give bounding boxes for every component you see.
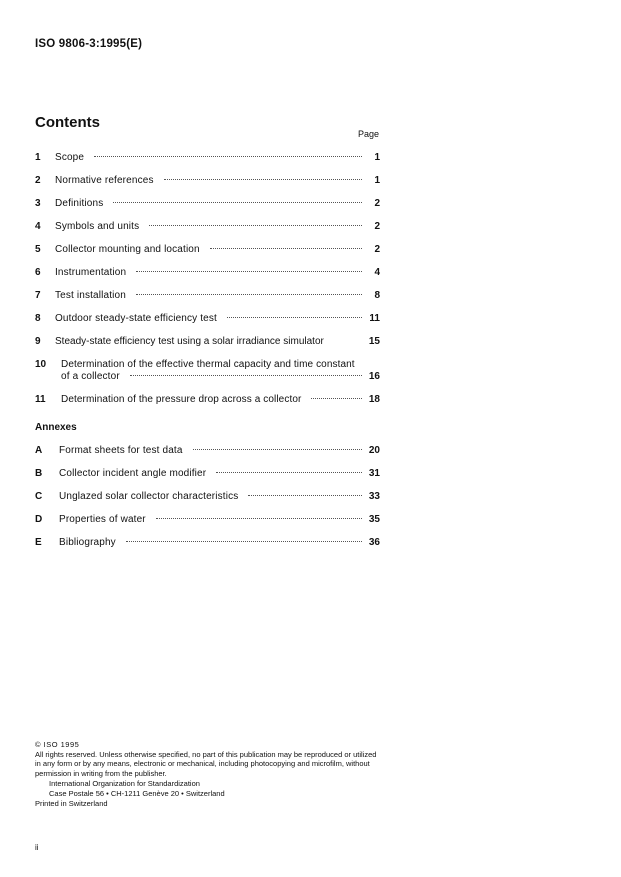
copyright-year: © ISO 1995 <box>35 740 80 749</box>
dot-leader <box>311 398 362 399</box>
toc-label-line1: Determination of the effective thermal capacity and time constant <box>61 359 355 370</box>
toc-page-number: 1 <box>374 175 380 186</box>
dot-leader <box>136 271 362 272</box>
toc-page-number: 33 <box>368 491 380 502</box>
dot-leader <box>94 156 362 157</box>
contents-title: Contents <box>35 114 100 131</box>
toc-entry-clause-10[interactable] <box>35 359 380 383</box>
toc-label: Normative references <box>55 175 154 186</box>
toc-number: B <box>35 468 43 479</box>
toc-entry-clause-4[interactable] <box>35 221 380 233</box>
toc-label: Symbols and units <box>55 221 140 232</box>
toc-entry-clause-2[interactable] <box>35 175 380 187</box>
organization-address: Case Postale 56 • CH-1211 Genève 20 • Switzerland <box>49 788 225 798</box>
dot-leader <box>156 518 362 519</box>
toc-label: Collector mounting and location <box>55 244 200 255</box>
dot-leader <box>126 541 362 542</box>
toc-page-number: 35 <box>368 514 380 525</box>
toc-number: 6 <box>35 267 41 278</box>
dot-leader <box>164 179 362 180</box>
toc-number: 7 <box>35 290 41 301</box>
toc-number: 4 <box>35 221 41 232</box>
page-column-heading: Page <box>357 129 379 139</box>
toc-entry-annex-e[interactable] <box>35 537 380 549</box>
dot-leader <box>149 225 362 226</box>
rights-statement: All rights reserved. Unless otherwise specified, no part of this publication may be reproduced or utilized in any form or by any means, electronic or mechanical, including photocopying and microfilm, without permission in writing from the publisher. <box>35 749 377 778</box>
toc-entry-annex-c[interactable] <box>35 491 380 503</box>
toc-label: Properties of water <box>59 514 146 525</box>
dot-leader <box>130 375 362 376</box>
toc-page-number: 16 <box>368 371 380 382</box>
toc-label: Steady-state efficiency test using a solar irradiance simulator <box>55 336 324 347</box>
toc-number: C <box>35 491 43 502</box>
toc-entry-clause-9[interactable] <box>35 336 380 348</box>
toc-entry-clause-3[interactable] <box>35 198 380 210</box>
toc-entry-annex-a[interactable] <box>35 445 380 457</box>
toc-number: 9 <box>35 336 41 347</box>
toc-label: Instrumentation <box>55 267 127 278</box>
toc-page-number: 36 <box>368 537 380 548</box>
toc-number: 11 <box>35 394 46 405</box>
printed-in: Printed in Switzerland <box>35 799 108 808</box>
dot-leader <box>136 294 362 295</box>
toc-entry-clause-7[interactable] <box>35 290 380 302</box>
document-identifier: ISO 9806-3:1995(E) <box>35 38 143 50</box>
toc-page-number: 8 <box>374 290 380 301</box>
toc-page-number: 15 <box>368 336 380 347</box>
toc-entry-clause-6[interactable] <box>35 267 380 279</box>
toc-label: Outdoor steady-state efficiency test <box>55 313 217 324</box>
toc-number: 3 <box>35 198 41 209</box>
toc-page-number: 2 <box>374 198 380 209</box>
page-folio: ii <box>35 843 39 852</box>
toc-label: Determination of the pressure drop across a collector <box>61 394 302 405</box>
dot-leader <box>193 449 362 450</box>
toc-page-number: 18 <box>368 394 380 405</box>
toc-page-number: 20 <box>368 445 380 456</box>
toc-entry-annex-d[interactable] <box>35 514 380 526</box>
toc-number: 5 <box>35 244 41 255</box>
toc-number: D <box>35 514 43 525</box>
toc-entry-clause-11[interactable] <box>35 394 380 406</box>
toc-page-number: 31 <box>368 468 380 479</box>
toc-page-number: 1 <box>374 152 380 163</box>
dot-leader <box>227 317 362 318</box>
annexes-heading: Annexes <box>35 422 77 433</box>
organization-name: International Organization for Standardization <box>49 779 200 788</box>
dot-leader <box>113 202 362 203</box>
dot-leader <box>216 472 362 473</box>
toc-number: 1 <box>35 152 41 163</box>
toc-label: Scope <box>55 152 85 163</box>
dot-leader <box>334 340 362 341</box>
toc-number: A <box>35 445 43 456</box>
toc-label: Unglazed solar collector characteristics <box>59 491 239 502</box>
toc-label: Test installation <box>55 290 126 301</box>
toc-page-number: 2 <box>374 221 380 232</box>
toc-entry-clause-8[interactable] <box>35 313 380 325</box>
toc-page-number: 4 <box>374 267 380 278</box>
dot-leader <box>248 495 362 496</box>
toc-label: Definitions <box>55 198 104 209</box>
toc-number: 2 <box>35 175 41 186</box>
toc-page-number: 11 <box>369 313 380 324</box>
toc-number: 10 <box>35 359 47 370</box>
copyright-notice <box>35 740 381 809</box>
toc-number: 8 <box>35 313 41 324</box>
toc-entry-annex-b[interactable] <box>35 468 380 480</box>
toc-label: Format sheets for test data <box>59 445 183 456</box>
toc-page-number: 2 <box>374 244 380 255</box>
toc-number: E <box>35 537 42 548</box>
toc-label: Collector incident angle modifier <box>59 468 207 479</box>
toc-label: Bibliography <box>59 537 116 548</box>
toc-label-line2: of a collector <box>61 371 120 382</box>
toc-entry-clause-1[interactable] <box>35 152 380 164</box>
dot-leader <box>210 248 362 249</box>
toc-entry-clause-5[interactable] <box>35 244 380 256</box>
